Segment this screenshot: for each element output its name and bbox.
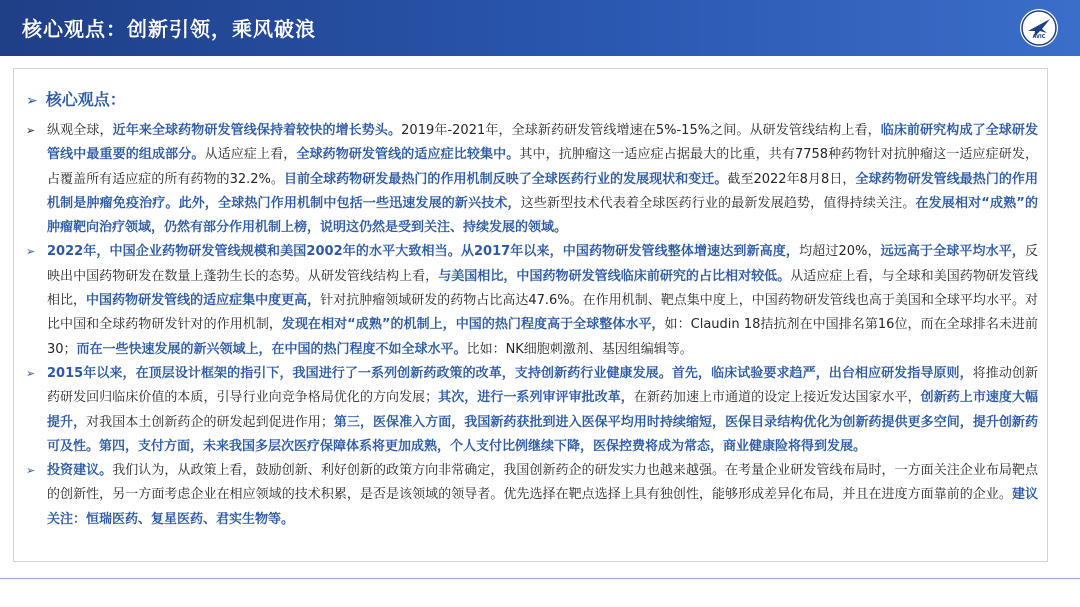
body-text: 针对抗肿瘤领域研发的药物占比高达47.6%。在作用机制、靶点集中度上，中国药物研发管线也高于美国和全球平均水平。对比中国和全球药物研发针对的作用机制， — [47, 293, 1038, 333]
paragraph-investment-advice — [26, 459, 1038, 532]
highlighted-text: 2015年以来，在顶层设计框架的指引下，我国进行了一系列创新药政策的改革，支持创新药行业健康发展。首先，临床试验要求趋严，出台相应研发指导原则， — [47, 365, 973, 381]
highlighted-text: 在发展相对“成熟”的肿瘤靶向治疗领域，仍然有部分作用机制上榜，说明这仍然是受到关注、持续发展的领域。 — [47, 195, 1038, 236]
highlighted-text: 全球药物研发管线的适应症比较集中。 — [296, 147, 520, 163]
highlighted-text: 创新药上市速度大幅提升， — [47, 390, 1038, 430]
section-heading — [26, 87, 126, 110]
highlighted-text: 近年来全球药物研发管线保持着较快的增长势头。 — [112, 123, 402, 138]
highlighted-text: 发现在相对“成熟”的机制上，中国的热门程度高于全球整体水平， — [281, 317, 665, 333]
paragraph-text — [47, 123, 1038, 235]
arrow-bullet-icon: ➢ — [26, 124, 36, 137]
body-text: 从适应症上看，与全球和美国药物研发管线相比， — [47, 268, 1038, 309]
body-text: 如：Claudin 18拮抗剂在中国排名第16位，而在全球排名未进前30； — [47, 317, 1038, 357]
body-text: 比如：NK细胞刺激剂、基因组编辑等。 — [466, 341, 693, 357]
arrow-bullet-icon: ➢ — [26, 366, 36, 380]
body-text: 其中，抗肿瘤这一适应症占据最大的比重，共有7758种药物针对抗肿瘤这一适应症研发，占覆盖所有适应症的所有药物的32.2%。 — [47, 147, 1038, 187]
body-text: 从适应症上看， — [204, 147, 297, 163]
highlighted-text: 2022年，中国企业药物研发管线规模和美国2002年的水平大致相当。从2017年以来，中国药物研发管线整体增速达到新高度， — [47, 244, 800, 260]
body-text: 在新药加速上市通道的设定上接近发达国家水平， — [633, 390, 921, 406]
body-text: 对我国本土创新药企的研发起到促进作用； — [86, 414, 334, 430]
plane-logo-icon — [1020, 9, 1058, 47]
company-logo — [1020, 9, 1058, 47]
highlighted-text: 中国药物研发管线的适应症集中度更高， — [86, 293, 321, 309]
arrow-bullet-icon: ➢ — [26, 464, 36, 478]
highlighted-text: 全球药物研发管线最热门的作用机制是肿瘤免疫治疗。此外，全球热门作用机制中包括一些迅速发展的新兴技术， — [47, 171, 1038, 211]
logo-text: AVIC — [1032, 34, 1046, 40]
paragraph-text — [47, 244, 1038, 356]
body-text: 这些新型技术代表着全球医药行业的最新发展趋势，值得持续关注。 — [520, 195, 916, 211]
section-title: 核心观点： — [45, 90, 126, 109]
paragraph-global-pipeline — [26, 119, 1038, 240]
body-text: 截至2022年8月8日， — [727, 171, 856, 187]
highlighted-text: 投资建议。 — [47, 463, 113, 479]
paragraph-policy-reform — [26, 362, 1038, 459]
footer-divider — [0, 578, 1080, 579]
highlighted-text: 而在一些快速发展的新兴领域上，在中国的热门程度不如全球水平。 — [76, 341, 467, 357]
highlighted-text: 建议关注：恒瑞医药、复星医药、君实生物等。 — [47, 487, 1038, 527]
header-bar — [0, 0, 1080, 56]
body-text: 反映出中国药物研发在数量上蓬勃生长的态势。从研发管线结构上看， — [47, 244, 1038, 284]
highlighted-text: 第三，医保准入方面，我国新药获批到进入医保平均用时持续缩短，医保目录结构优化为创新药提供更多空间，提升创新药可及性。第四，支付方面，未来我国多层次医疗保障体系将更加成熟，个人支付比例继续下降，医保控费将成为常态，商业健康险将得到发展。 — [47, 414, 1038, 454]
arrow-bullet-icon: ➢ — [26, 245, 36, 259]
highlighted-text: 远远高于全球平均水平， — [880, 244, 1025, 260]
body-text: 我们认为，从政策上看，鼓励创新、利好创新的政策方向非常确定，我国创新药企的研发实力也越来越强。在考量企业研发管线布局时，一方面关注企业布局靶点的创新性，另一方面考虑企业在相应领域的技术积累，是否是该领域的领导者。优先选择在靶点选择上具有独创性，能够形成差异化布局，并且在进度方面靠前的企业。 — [47, 463, 1038, 503]
paragraph-text — [47, 366, 1038, 454]
paragraph-text — [47, 463, 1038, 527]
body-text: 2019年-2021年，全球新药研发管线增速在5%-15%之间。从研发管线结构上看， — [401, 123, 881, 138]
body-text: 均超过20%， — [799, 244, 881, 260]
paragraph-list — [26, 119, 1038, 532]
paragraph-china-pipeline — [26, 240, 1038, 361]
content-panel — [13, 68, 1048, 562]
body-text: 纵观全球， — [47, 123, 113, 138]
page-title: 核心观点：创新引领，乘风破浪 — [22, 17, 316, 41]
highlighted-text: 临床前研究构成了全球研发管线中最重要的组成部分。 — [47, 123, 1038, 163]
highlighted-text: 与美国相比，中国药物研发管线临床前研究的占比相对较低。 — [438, 268, 791, 284]
arrow-bullet-icon: ➢ — [26, 93, 38, 109]
highlighted-text: 目前全球药物研发最热门的作用机制反映了全球医药行业的发展现状和变迁。 — [283, 171, 728, 187]
body-text: 将推动创新药研发回归临床价值的本质，引导行业向竞争格局优化的方向发展； — [47, 365, 1038, 406]
highlighted-text: 其次，进行一系列审评审批改革， — [438, 390, 634, 406]
